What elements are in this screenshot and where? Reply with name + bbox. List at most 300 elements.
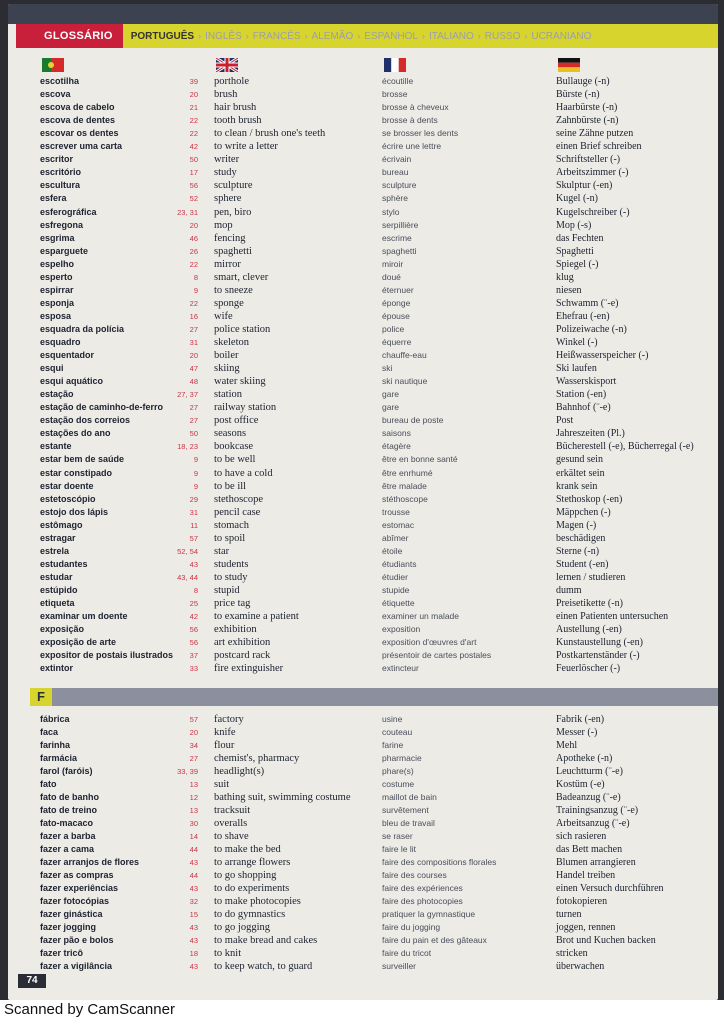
- term-french: sphère: [382, 193, 408, 204]
- glossary-row: [8, 662, 718, 675]
- page-reference: 37: [189, 651, 198, 661]
- term-english: to go shopping: [214, 870, 277, 881]
- page-reference: 43: [189, 559, 198, 569]
- nav-lang-german: ALEMÃO: [311, 30, 354, 42]
- term-german: Bücherestell (-e), Bücherregal (-e): [556, 441, 694, 453]
- term-german: Brot und Kuchen backen: [556, 935, 656, 946]
- portugal-flag-icon: [42, 58, 64, 72]
- term-portuguese: esparguete: [40, 245, 89, 256]
- term-portuguese: escotilha: [40, 76, 80, 86]
- term-german: Wasserskisport: [556, 376, 617, 388]
- term-german: Spaghetti: [556, 245, 594, 257]
- nav-lang-spanish: ESPANHOL: [364, 30, 418, 42]
- page-reference: 32: [189, 897, 198, 906]
- page-reference: 13: [189, 806, 198, 815]
- term-portuguese: fazer a cama: [40, 844, 95, 854]
- term-german: Zahnbürste (-n): [556, 115, 619, 127]
- glossary-row: [8, 75, 718, 88]
- term-french: étudiants: [382, 558, 417, 569]
- term-german: Leuchtturm (¨-e): [556, 766, 623, 777]
- term-portuguese: estar doente: [40, 480, 94, 491]
- term-french: surveiller: [382, 961, 417, 971]
- page-number: 74: [18, 974, 46, 988]
- term-german: das Fechten: [556, 232, 604, 244]
- page-reference: 42: [189, 142, 198, 152]
- term-french: se raser: [382, 831, 413, 841]
- glossary-row: [8, 453, 718, 466]
- term-portuguese: estojo dos lápis: [40, 506, 109, 517]
- glossary-label: GLOSSÁRIO: [16, 24, 123, 48]
- page-reference: 43: [189, 936, 198, 945]
- glossary-row: [8, 882, 718, 895]
- term-french: gare: [382, 402, 400, 413]
- page-reference: 26: [189, 246, 198, 256]
- term-english: headlight(s): [214, 766, 265, 777]
- glossary-row: [8, 791, 718, 804]
- term-portuguese: estragar: [40, 532, 76, 543]
- term-french: écoutille: [382, 76, 414, 86]
- glossary-row: [8, 271, 718, 284]
- glossary-row: [8, 388, 718, 401]
- term-german: Messer (-): [556, 727, 598, 738]
- france-flag-icon: [384, 58, 406, 72]
- term-english: skiing: [214, 363, 240, 375]
- glossary-row: [8, 804, 718, 817]
- nav-lang-english: INGLÊS: [205, 30, 242, 42]
- term-german: Kunstaustellung (-en): [556, 637, 643, 649]
- term-german: Schwamm (¨-e): [556, 297, 619, 309]
- glossary-row: [8, 166, 718, 179]
- term-french: faire des expériences: [382, 883, 463, 893]
- page-reference: 27: [189, 403, 198, 413]
- term-english: bookcase: [214, 441, 254, 453]
- term-german: Schriftsteller (-): [556, 154, 621, 166]
- page-reference: 50: [189, 155, 198, 165]
- glossary-row: [8, 297, 718, 310]
- glossary-row: [8, 597, 718, 610]
- nav-lang-ukrainian: UCRANIANO: [531, 30, 592, 42]
- glossary-row: [8, 153, 718, 166]
- term-french: ski nautique: [382, 376, 428, 387]
- glossary-row: [8, 336, 718, 349]
- term-german: Apotheke (-n): [556, 753, 613, 764]
- glossary-page: [8, 4, 718, 1000]
- term-english: pencil case: [214, 506, 261, 518]
- page-reference: 9: [193, 468, 198, 478]
- glossary-row: [8, 947, 718, 960]
- page-reference: 18, 23: [177, 442, 198, 452]
- glossary-row: [8, 752, 718, 765]
- term-english: to do experiments: [214, 883, 290, 894]
- term-portuguese: espirrar: [40, 284, 74, 295]
- page-reference: 9: [193, 455, 198, 465]
- term-portuguese: esposa: [40, 310, 72, 321]
- page-reference: 46: [189, 233, 198, 243]
- term-german: sich rasieren: [556, 831, 607, 842]
- page-reference: 21: [189, 103, 198, 113]
- term-portuguese: estar bem de saúde: [40, 454, 125, 465]
- glossary-row: [8, 192, 718, 205]
- term-portuguese: estação de caminho-de-ferro: [40, 402, 164, 413]
- term-english: to sneeze: [214, 284, 253, 296]
- term-english: smart, clever: [214, 271, 269, 283]
- glossary-row: [8, 140, 718, 153]
- glossary-row: [8, 726, 718, 739]
- nav-separator-icon: ›: [198, 31, 202, 41]
- term-german: Post: [556, 415, 574, 427]
- term-french: écrire une lettre: [382, 141, 442, 152]
- page-reference: 27, 37: [177, 390, 198, 400]
- term-english: to be well: [214, 454, 256, 466]
- term-french: écrivain: [382, 154, 412, 165]
- page-reference: 22: [189, 259, 198, 269]
- term-french: faire le lit: [382, 844, 417, 854]
- term-english: sphere: [214, 193, 242, 205]
- term-english: knife: [214, 727, 236, 738]
- term-english: study: [214, 167, 237, 179]
- term-french: bleu de travail: [382, 818, 435, 828]
- term-english: mirror: [214, 258, 241, 270]
- term-french: saisons: [382, 428, 411, 439]
- page-reference: 43: [189, 858, 198, 867]
- page-reference: 25: [189, 599, 198, 608]
- page-reference: 43: [189, 923, 198, 932]
- term-german: stricken: [556, 948, 588, 959]
- page-reference: 12: [189, 793, 198, 802]
- page-reference: 42: [189, 612, 198, 622]
- term-portuguese: fazer experiências: [40, 883, 119, 893]
- germany-flag-icon: [558, 58, 580, 72]
- term-german: Sterne (-n): [556, 545, 600, 557]
- page-reference: 20: [189, 351, 198, 361]
- page-reference: 56: [189, 625, 198, 635]
- term-portuguese: esperto: [40, 271, 73, 282]
- page-reference: 23, 31: [177, 207, 198, 217]
- glossary-row: [8, 88, 718, 101]
- glossary-row: [8, 817, 718, 830]
- term-german: Bullauge (-n): [556, 76, 610, 87]
- term-english: fencing: [214, 232, 246, 244]
- term-german: Jahreszeiten (Pl.): [556, 428, 625, 440]
- glossary-row: [8, 713, 718, 726]
- term-portuguese: escova de cabelo: [40, 102, 115, 113]
- glossary-row: [8, 843, 718, 856]
- term-french: stylo: [382, 206, 400, 217]
- term-french: éternuer: [382, 284, 414, 295]
- term-english: to arrange flowers: [214, 857, 291, 868]
- page-reference: 52, 54: [177, 546, 198, 556]
- term-french: escrime: [382, 232, 412, 243]
- term-portuguese: esqui: [40, 363, 64, 374]
- term-german: Spiegel (-): [556, 258, 599, 270]
- page-reference: 56: [189, 181, 198, 191]
- term-english: boiler: [214, 350, 239, 362]
- glossary-row: [8, 401, 718, 414]
- term-german: Station (-en): [556, 389, 607, 401]
- term-portuguese: estação: [40, 389, 74, 400]
- page-reference: 15: [189, 910, 198, 919]
- nav-separator-icon: ›: [524, 31, 528, 41]
- page-reference: 17: [189, 168, 198, 178]
- term-french: faire du pain et des gâteaux: [382, 935, 487, 945]
- term-portuguese: espelho: [40, 258, 75, 269]
- term-portuguese: estúpido: [40, 584, 78, 595]
- term-french: ski: [382, 363, 393, 374]
- term-french: farine: [382, 740, 404, 750]
- term-german: Heißwasserspeicher (-): [556, 350, 649, 362]
- term-english: stomach: [214, 519, 249, 531]
- glossary-row: [8, 895, 718, 908]
- page-reference: 57: [189, 715, 198, 724]
- nav-lang-french: FRANCÊS: [252, 30, 301, 42]
- term-german: Stethoskop (-en): [556, 493, 623, 505]
- term-portuguese: expositor de postais ilustrados: [40, 650, 174, 661]
- term-english: seasons: [214, 428, 247, 440]
- term-french: examiner un malade: [382, 611, 460, 622]
- term-german: gesund sein: [556, 454, 603, 466]
- term-english: suit: [214, 779, 230, 790]
- term-german: seine Zähne putzen: [556, 128, 634, 140]
- term-french: étudier: [382, 571, 408, 582]
- term-german: Polizeiwache (-n): [556, 323, 627, 335]
- term-english: wife: [214, 310, 233, 322]
- term-english: flour: [214, 740, 235, 751]
- term-french: couteau: [382, 727, 413, 737]
- term-french: faire des compositions florales: [382, 857, 497, 867]
- term-english: pen, biro: [214, 206, 252, 218]
- term-french: exposition: [382, 624, 421, 635]
- term-portuguese: estação dos correios: [40, 415, 131, 426]
- term-french: maillot de bain: [382, 792, 437, 802]
- glossary-row: [8, 908, 718, 921]
- term-german: Haarbürste (-n): [556, 102, 618, 114]
- term-german: Mäppchen (-): [556, 506, 611, 518]
- term-portuguese: farmácia: [40, 753, 78, 763]
- term-english: to spoil: [214, 532, 246, 544]
- term-english: to write a letter: [214, 141, 278, 153]
- term-english: skeleton: [214, 337, 249, 348]
- term-portuguese: esquentador: [40, 350, 95, 361]
- glossary-row: [8, 545, 718, 558]
- page-reference: 11: [190, 520, 198, 530]
- page-reference: 31: [189, 507, 198, 517]
- language-nav-bar: [16, 24, 718, 48]
- term-french: étoile: [382, 545, 403, 556]
- term-german: Kostüm (-e): [556, 779, 605, 790]
- nav-separator-icon: ›: [421, 31, 425, 41]
- term-portuguese: escritório: [40, 167, 82, 178]
- term-german: joggen, rennen: [556, 922, 616, 933]
- term-french: stupide: [382, 584, 410, 595]
- term-german: erkältet sein: [556, 467, 605, 479]
- nav-lang-italian: ITALIANO: [428, 30, 474, 42]
- page-reference: 27: [189, 324, 198, 334]
- glossary-row: [8, 349, 718, 362]
- term-french: épouse: [382, 310, 410, 321]
- glossary-row: [8, 558, 718, 571]
- glossary-row: [8, 414, 718, 427]
- term-french: survêtement: [382, 805, 429, 815]
- glossary-row: [8, 480, 718, 493]
- term-english: to knit: [214, 948, 242, 959]
- page-reference: 9: [193, 481, 198, 491]
- term-portuguese: fazer tricô: [40, 948, 84, 958]
- term-french: bureau de poste: [382, 415, 444, 426]
- page-reference: 14: [189, 832, 198, 841]
- term-english: brush: [214, 89, 238, 101]
- term-german: einen Versuch durchführen: [556, 883, 664, 894]
- page-reference: 33: [189, 664, 198, 674]
- term-portuguese: estudantes: [40, 558, 88, 569]
- term-english: stupid: [214, 584, 240, 596]
- term-english: railway station: [214, 402, 277, 414]
- page-reference: 48: [189, 377, 198, 387]
- nav-separator-icon: ›: [304, 31, 308, 41]
- term-french: serpillière: [382, 219, 419, 230]
- term-portuguese: fazer a vigilância: [40, 961, 113, 971]
- page-reference: 20: [189, 220, 198, 230]
- term-english: star: [214, 545, 230, 557]
- glossary-row: [8, 506, 718, 519]
- term-english: station: [214, 389, 242, 401]
- term-german: Bahnhof (¨-e): [556, 402, 611, 414]
- term-english: tooth brush: [214, 115, 262, 127]
- term-english: post office: [214, 415, 259, 427]
- term-english: factory: [214, 714, 244, 725]
- term-portuguese: esqui aquático: [40, 376, 104, 387]
- glossary-row: [8, 114, 718, 127]
- term-german: Handel treiben: [556, 870, 616, 881]
- term-english: to study: [214, 571, 248, 583]
- glossary-row: [8, 310, 718, 323]
- uk-flag-icon: [216, 58, 238, 72]
- term-portuguese: fato de treino: [40, 805, 98, 815]
- glossary-row: [8, 519, 718, 532]
- term-portuguese: fazer a barba: [40, 831, 96, 841]
- term-portuguese: escritor: [40, 154, 74, 165]
- term-french: usine: [382, 714, 403, 724]
- term-german: Ehefrau (-en): [556, 310, 610, 322]
- term-french: exposition d'œuvres d'art: [382, 637, 477, 648]
- term-portuguese: estrela: [40, 545, 70, 556]
- glossary-row: [8, 427, 718, 440]
- page-reference: 57: [189, 533, 198, 543]
- term-english: to make the bed: [214, 844, 281, 855]
- term-portuguese: fazer arranjos de flores: [40, 857, 140, 867]
- glossary-row: [8, 649, 718, 662]
- term-french: police: [382, 323, 405, 334]
- term-portuguese: esgrima: [40, 232, 75, 243]
- term-german: Mop (-s): [556, 219, 592, 231]
- term-german: Feuerlöscher (-): [556, 663, 621, 675]
- term-portuguese: fazer pão e bolos: [40, 935, 114, 945]
- term-portuguese: esfregona: [40, 219, 84, 230]
- glossary-row: [8, 493, 718, 506]
- term-german: Skulptur (-en): [556, 180, 613, 192]
- page-reference: 34: [189, 741, 198, 750]
- term-french: stéthoscope: [382, 493, 428, 504]
- term-english: to make bread and cakes: [214, 935, 318, 946]
- term-portuguese: faca: [40, 727, 59, 737]
- term-french: miroir: [382, 258, 404, 269]
- term-french: être malade: [382, 480, 427, 491]
- term-german: einen Patienten untersuchen: [556, 611, 669, 623]
- page-reference: 43: [189, 884, 198, 893]
- page-reference: 13: [189, 780, 198, 789]
- glossary-row: [8, 856, 718, 869]
- glossary-row: [8, 610, 718, 623]
- page-reference: 9: [193, 285, 198, 295]
- nav-separator-icon: ›: [477, 31, 481, 41]
- term-french: gare: [382, 389, 400, 400]
- page-reference: 27: [189, 416, 198, 426]
- page-reference: 44: [189, 871, 198, 880]
- glossary-row: [8, 532, 718, 545]
- term-english: to shave: [214, 831, 249, 842]
- section-letter-bar: [30, 688, 718, 706]
- term-english: to go jogging: [214, 922, 271, 933]
- term-german: Fabrik (-en): [556, 714, 605, 725]
- term-portuguese: esferográfica: [40, 206, 97, 217]
- term-french: trousse: [382, 506, 410, 517]
- term-french: étiquette: [382, 598, 415, 608]
- term-german: Magen (-): [556, 519, 597, 531]
- term-french: équerre: [382, 337, 412, 347]
- term-english: to do gymnastics: [214, 909, 286, 920]
- term-english: overalls: [214, 818, 248, 829]
- page-reference: 18: [189, 949, 198, 958]
- term-french: doué: [382, 271, 401, 282]
- term-french: présentoir de cartes postales: [382, 650, 492, 661]
- term-english: bathing suit, swimming costume: [214, 792, 351, 803]
- term-english: hair brush: [214, 102, 257, 114]
- page-reference: 30: [189, 819, 198, 828]
- term-english: price tag: [214, 598, 251, 609]
- term-german: lernen / studieren: [556, 571, 626, 583]
- scanner-watermark: Scanned by CamScanner: [4, 1001, 175, 1018]
- term-english: water skiing: [214, 376, 266, 388]
- term-german: überwachen: [556, 961, 605, 972]
- term-portuguese: estante: [40, 441, 72, 452]
- term-french: faire du tricot: [382, 948, 432, 958]
- term-english: porthole: [214, 76, 249, 87]
- term-portuguese: fato: [40, 779, 57, 789]
- page-reference: 47: [189, 364, 198, 374]
- page-reference: 22: [189, 129, 198, 139]
- term-english: to make photocopies: [214, 896, 301, 907]
- term-french: pratiquer la gymnastique: [382, 909, 476, 919]
- term-portuguese: farinha: [40, 740, 71, 750]
- page-reference: 44: [189, 845, 198, 854]
- section-letter-f: F: [30, 688, 52, 706]
- glossary-row: [8, 219, 718, 232]
- term-french: être enrhumé: [382, 467, 433, 478]
- term-portuguese: fazer fotocópias: [40, 896, 110, 906]
- glossary-row: [8, 921, 718, 934]
- term-english: postcard rack: [214, 650, 271, 662]
- glossary-row: [8, 934, 718, 947]
- term-german: dumm: [556, 584, 582, 596]
- term-german: Postkartenständer (-): [556, 650, 640, 662]
- glossary-row: [8, 258, 718, 271]
- glossary-row: [8, 101, 718, 114]
- term-portuguese: esquadro: [40, 337, 81, 347]
- term-french: brosse à dents: [382, 115, 438, 126]
- term-german: Winkel (-): [556, 337, 598, 348]
- glossary-row: [8, 830, 718, 843]
- term-german: Trainingsanzug (¨-e): [556, 805, 639, 816]
- term-portuguese: fato de banho: [40, 792, 99, 802]
